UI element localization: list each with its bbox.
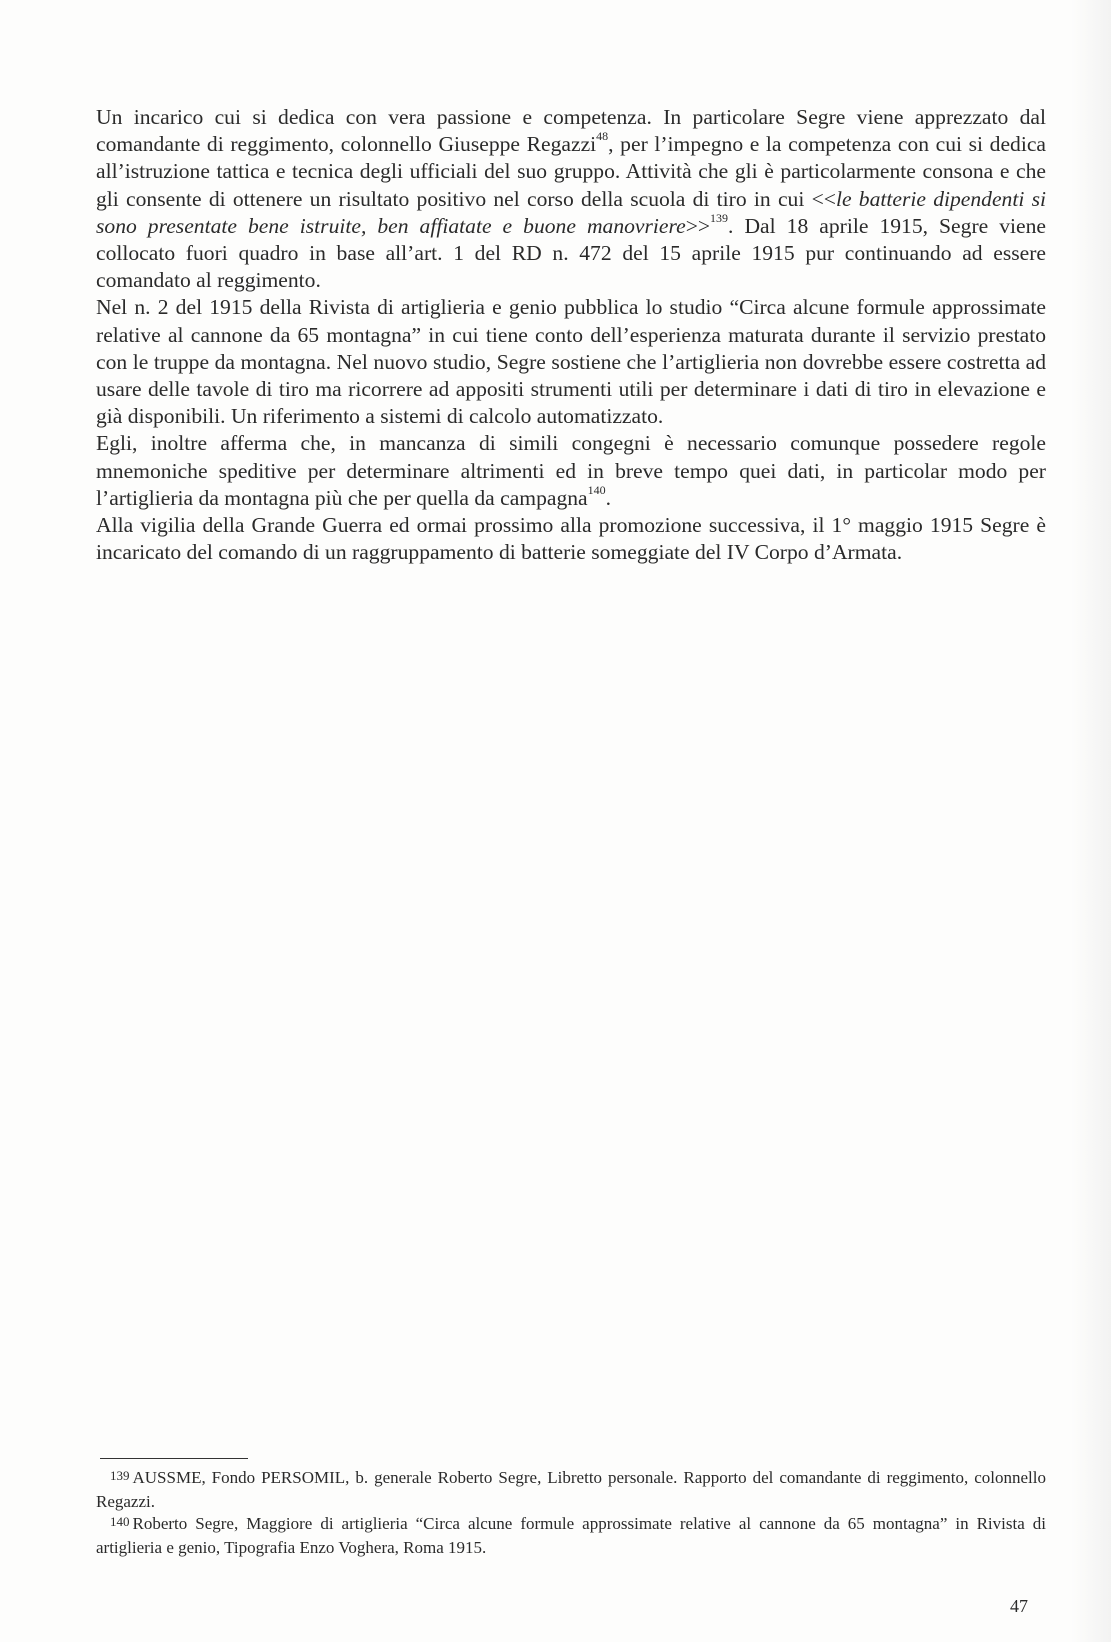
page-edge-shadow xyxy=(1071,0,1111,1642)
footnote-number: 140 xyxy=(110,1514,130,1529)
footnote-140 xyxy=(96,1513,1046,1559)
footnote-139 xyxy=(96,1467,1046,1513)
footnote-divider xyxy=(100,1458,248,1459)
paragraph-2: Nel n. 2 del 1915 della Rivista di artiglieria e genio pubblica lo studio “Circa alcune formule approssimate relative al cannone da 65 montagna” in cui tiene conto dell’esperienza maturata durante il servizio prestato con le truppe da montagna. Nel nuovo studio, Segre sostiene che l’artiglieria non dovrebbe essere costretta ad usare delle tavole di tiro ma ricorrere ad appositi strumenti utili per determinare i dati di tiro in elevazione e già disponibili. Un riferimento a sistemi di calcolo automatizzato. xyxy=(96,295,1046,429)
footnote-number: 139 xyxy=(110,1468,130,1483)
paragraph-1: Un incarico cui si dedica con vera passione e competenza. In particolare Segre viene apprezzato dal comandante di reggimento, colonnello Giuseppe Regazzi$^{48}$, per l’impegno e la competenza con cui si dedica all’istruzione tattica e tecnica degli ufficiali del suo gruppo. Attività che gli è particolarmente consona e che gli consente di ottenere un risultato positivo nel corso della scuola di tiro in cui <<le batterie dipendenti si sono presentate bene istruite, ben affiatate e buone manovriere>>$^{139}$. Dal 18 aprile 1915, Segre viene collocato fuori quadro in base all’art. 1 del RD n. 472 del 15 aprile 1915 pur continuando ad essere comandato al reggimento. xyxy=(96,105,1046,293)
quoted-evaluation: le batterie dipendenti si sono presentate bene istruite, ben affiatate e buone manovriere xyxy=(96,186,1046,238)
body-text xyxy=(96,104,1046,566)
footnote-ref-139: 139 xyxy=(710,210,729,225)
footnote-text: AUSSME, Fondo PERSOMIL, b. generale Roberto Segre, Libretto personale. Rapporto del comandante di reggimento, colonnello Regazzi. xyxy=(96,1468,1046,1511)
paragraph-4: Alla vigilia della Grande Guerra ed ormai prossimo alla promozione successiva, il 1° maggio 1915 Segre è incaricato del comando di un raggruppamento di batterie someggiate del IV Corpo d’Armata. xyxy=(96,513,1046,565)
page-number: 47 xyxy=(1010,1596,1028,1616)
footnote-text: Roberto Segre, Maggiore di artiglieria “Circa alcune formule approssimate relative al cannone da 65 montagna” in Rivista di artiglieria e genio, Tipografia Enzo Voghera, Roma 1915. xyxy=(96,1514,1046,1557)
footnote-ref-140: 140 xyxy=(587,482,606,497)
footnote-ref-48: 48 xyxy=(596,129,609,144)
footnotes xyxy=(96,1467,1046,1559)
paragraph-3: Egli, inoltre afferma che, in mancanza di simili congegni è necessario comunque possedere regole mnemoniche speditive per determinare altrimenti ed in breve tempo quei dati, in particolar modo per l’artiglieria da montagna più che per quella da campagna$^{140}$. xyxy=(96,431,1046,510)
